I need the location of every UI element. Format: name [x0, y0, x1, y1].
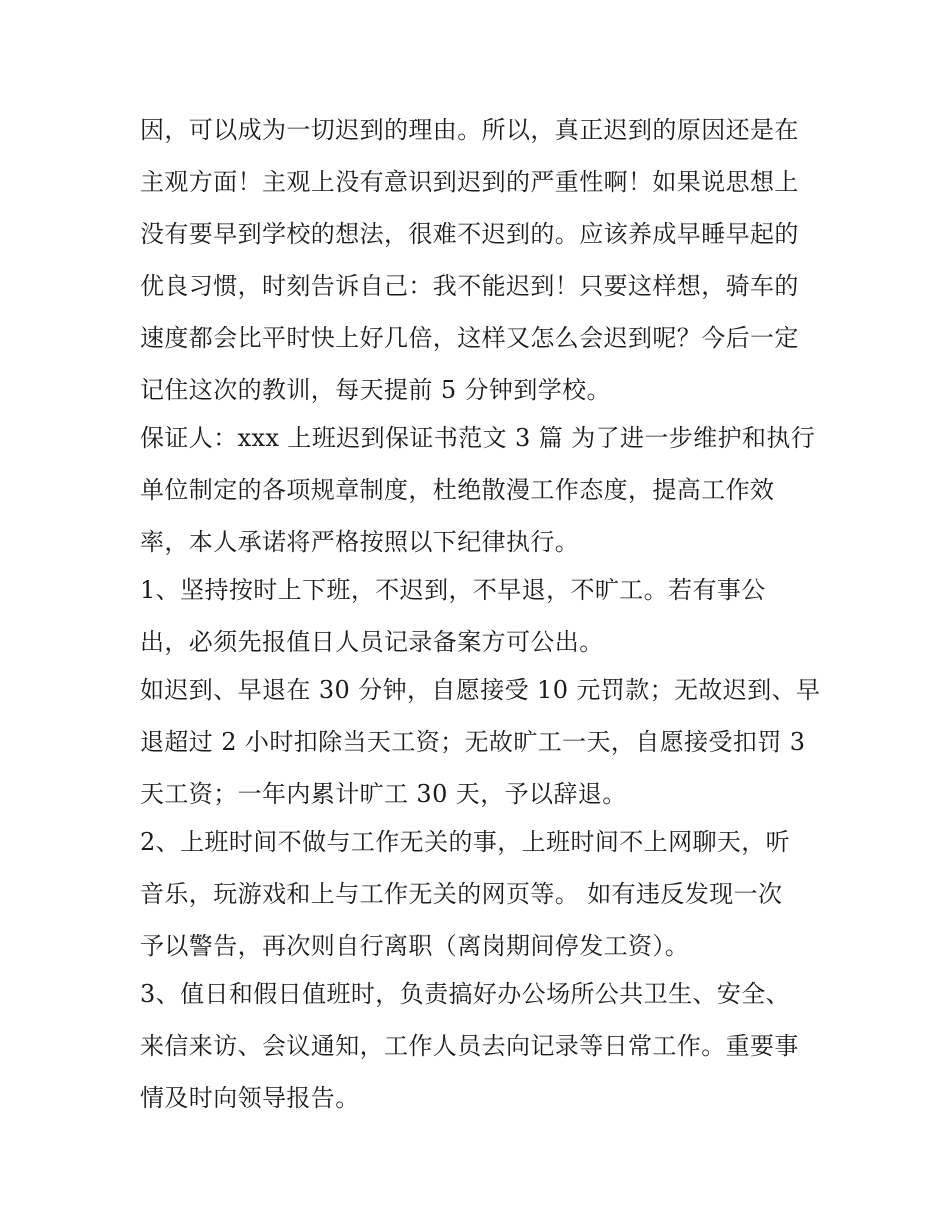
text-line: 没有要早到学校的想法，很难不迟到的。应该养成早睡早起的 [140, 220, 799, 248]
text-line: 出，必须先报值日人员记录备案方可公出。 [140, 628, 604, 656]
text-line: 2、上班时间不做与工作无关的事，上班时间不上网聊天，听 [140, 828, 791, 856]
text-line: 音乐，玩游戏和上与工作无关的网页等。 如有违反发现一次 [140, 880, 783, 908]
text-line: 单位制定的各项规章制度，杜绝散漫工作态度，提高工作效 [140, 476, 775, 504]
text-line: 保证人：xxx 上班迟到保证书范文 3 篇 为了进一步维护和执行 [140, 424, 816, 452]
text-line: 主观方面！主观上没有意识到迟到的严重性啊！如果说思想上 [140, 168, 799, 196]
text-line: 3、值日和假日值班时，负责搞好办公场所公共卫生、安全、 [140, 980, 791, 1008]
text-line: 优良习惯，时刻告诉自己：我不能迟到！只要这样想，骑车的 [140, 272, 799, 300]
text-line: 率，本人承诺将严格按照以下纪律执行。 [140, 528, 580, 556]
text-line: 来信来访、会议通知，工作人员去向记录等日常工作。重要事 [140, 1032, 799, 1060]
text-line: 天工资；一年内累计旷工 30 天，予以辞退。 [140, 780, 627, 808]
text-line: 速度都会比平时快上好几倍，这样又怎么会迟到呢？今后一定 [140, 324, 799, 352]
text-line: 退超过 2 小时扣除当天工资；无故旷工一天，自愿接受扣罚 3 [140, 728, 806, 756]
text-line: 1、坚持按时上下班，不迟到，不早退，不旷工。若有事公 [140, 576, 766, 604]
text-line: 记住这次的教训，每天提前 5 分钟到学校。 [140, 376, 611, 404]
text-line: 如迟到、早退在 30 分钟，自愿接受 10 元罚款；无故迟到、早 [140, 676, 821, 704]
text-line: 因，可以成为一切迟到的理由。所以，真正迟到的原因还是在 [140, 116, 799, 144]
text-line: 予以警告，再次则自行离职（离岗期间停发工资）。 [140, 932, 690, 960]
text-line: 情及时向领导报告。 [140, 1084, 360, 1112]
